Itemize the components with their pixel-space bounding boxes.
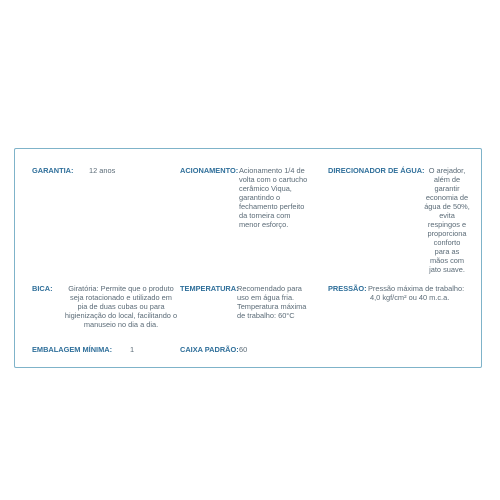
spec-value: 60 xyxy=(239,345,248,354)
spec-label: TEMPERATURA: xyxy=(180,284,239,293)
spec-label: BICA: xyxy=(32,284,53,293)
spec-label: DIRECIONADOR DE ÁGUA: xyxy=(328,166,425,175)
spec-value: Recomendado para uso em água fria. Temperatura máxima de trabalho: 60°C xyxy=(237,284,307,320)
product-specs-card xyxy=(14,148,482,368)
spec-value: O arejador, além de garantir economia de água de 50%, evita respingos e proporciona conforto para as mãos com jato suave. xyxy=(424,166,470,274)
spec-value: 12 anos xyxy=(89,166,116,175)
spec-value: Acionamento 1/4 de volta com o cartucho cerâmico Viqua, garantindo o fechamento perfeito da torneira com menor esforço. xyxy=(239,166,308,229)
spec-label: ACIONAMENTO: xyxy=(180,166,239,175)
spec-value: 1 xyxy=(130,345,135,354)
spec-label: CAIXA PADRÃO: xyxy=(180,345,239,354)
spec-label: PRESSÃO: xyxy=(328,284,367,293)
spec-value: Pressão máxima de trabalho: 4,0 kgf/cm² ou 40 m.c.a. xyxy=(368,284,465,302)
spec-label: GARANTIA: xyxy=(32,166,74,175)
spec-value: Giratória: Permite que o produto seja rotacionado e utilizado em pia de duas cubas ou para higienização do local, facilitando o manuseio no dia a dia. xyxy=(64,284,178,329)
spec-label: EMBALAGEM MÍNIMA: xyxy=(32,345,113,354)
